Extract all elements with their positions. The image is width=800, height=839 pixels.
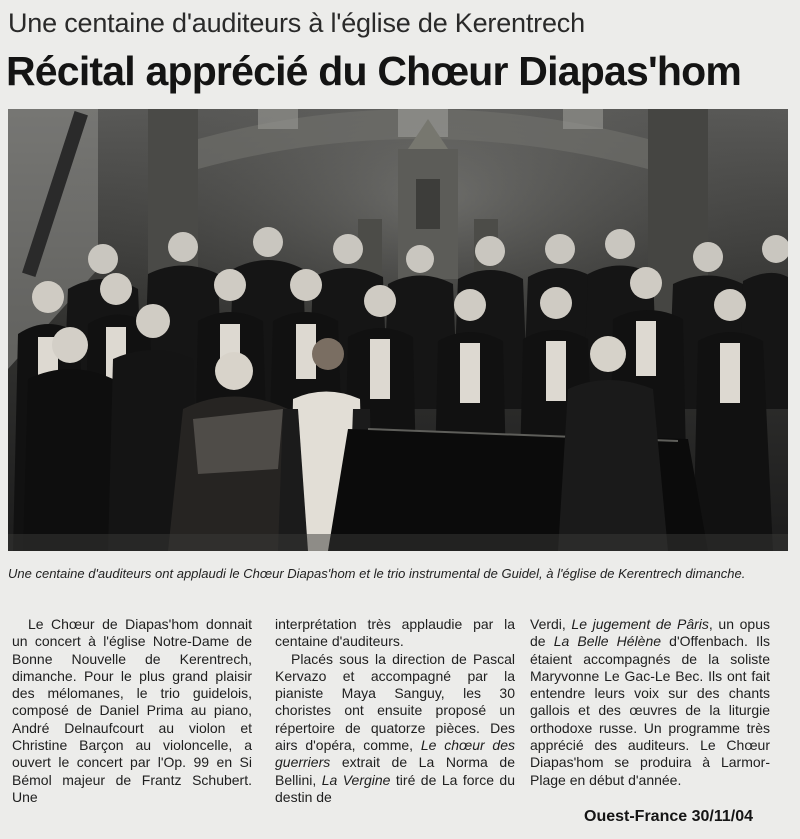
column-3-text-a: Verdi, <box>530 616 572 632</box>
newspaper-source-date: Ouest-France 30/11/04 <box>584 808 753 825</box>
opera-title-guerriers: Le chœur des guerriers <box>275 737 515 771</box>
choir-photo <box>8 109 788 551</box>
article-column-3 <box>530 616 770 789</box>
article-headline: Récital apprécié du Chœur Diapas'hom <box>6 48 742 94</box>
opera-title-vergine: La Vergine <box>321 771 391 788</box>
column-2-text-c: tiré de La force du destin de <box>275 771 515 805</box>
article-column-2 <box>275 616 515 806</box>
column-2-paragraph-2 <box>275 651 515 807</box>
opera-title-belle-helene: La Belle Hélène <box>553 633 662 650</box>
column-3-text-c: d'Offenbach. Ils étaient accompagnés de la soliste Maryvonne Le Gac-Le Bec. Ils ont fait entendre leurs voix sur des chants gallois et des œuvres de la liturgie orthodoxe russe. Un programme très apprécié des auditeurs. Le Chœur Diapas'hom se produira à Larmor-Plage en début d'année. <box>530 633 770 788</box>
column-2-paragraph-1: interprétation très applaudie par la centaine d'auditeurs. <box>275 616 515 650</box>
choir-photo-illustration <box>8 109 788 551</box>
column-2-text-a: Placés sous la direction de Pascal Kervazo et accompagné par la pianiste Maya Sanguy, les 30 choristes ont ensuite proposé un répertoire de quatorze pièces. Des airs d'opéra, comme, <box>275 650 515 754</box>
column-1-paragraph: Le Chœur de Diapas'hom donnait un concert à l'église Notre-Dame de Bonne Nouvelle de Kerentrech, dimanche. Pour le plus grand plaisir des mélomanes, le trio guidelois, composé de Daniel Prima au piano, André Delnaufcourt au violon et Christine Barçon au violoncelle, a ouvert le concert par l'Op. 99 en Si Bémol majeur de Frantz Schubert. Une <box>12 616 252 805</box>
column-3-text-b: , un opus de <box>530 616 770 650</box>
photo-caption: Une centaine d'auditeurs ont applaudi le Chœur Diapas'hom et le trio instrumental de Guidel, à l'église de Kerentrech dimanche. <box>8 566 746 581</box>
column-2-text-b: extrait de La Norma de Bellini, <box>275 754 515 788</box>
opera-title-paris: Le jugement de Pâris <box>571 616 709 632</box>
article-kicker: Une centaine d'auditeurs à l'église de Kerentrech <box>8 8 585 38</box>
column-3-paragraph <box>530 616 770 789</box>
article-column-1 <box>12 616 252 806</box>
